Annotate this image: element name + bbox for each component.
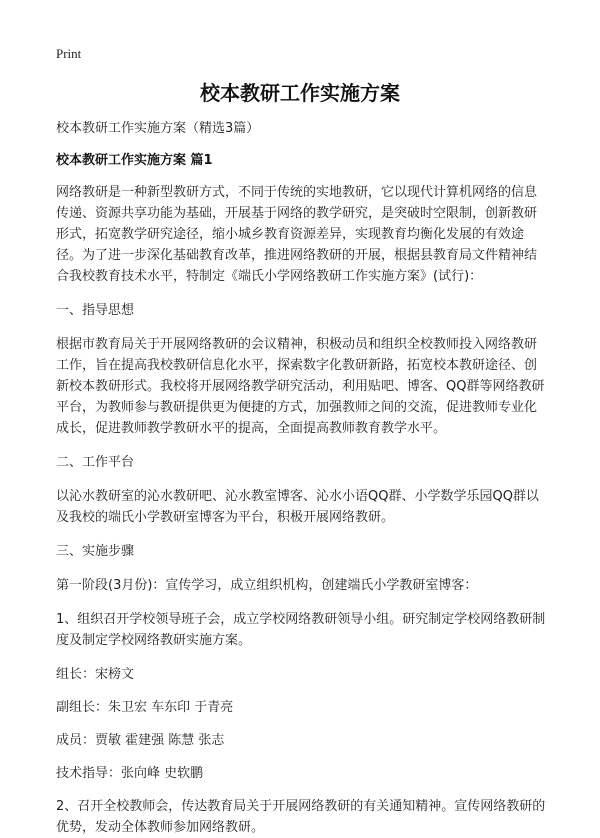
group-leader-line: 组长：宋榜文 — [56, 667, 135, 682]
work-platform-paragraph: 以沁水教研室的沁水教研吧、沁水教室博客、沁水小语QQ群、小学数学乐园QQ群以及我校的端氏小学教研室博客为平台，积极开展网络教研。 — [56, 489, 539, 525]
deputy-leader-line: 副组长：朱卫宏 车东印 于青亮 — [56, 700, 234, 715]
step-two-paragraph: 2、召开全校教师会，传达教育局关于开展网络教研的有关通知精神。宣传网络教研的优势，发动全体教师参加网络教研。 — [56, 799, 546, 835]
heading-work-platform: 二、工作平台 — [56, 455, 135, 470]
heading-implementation-steps: 三、实施步骤 — [56, 544, 135, 559]
section-heading: 校本教研工作实施方案 篇1 — [56, 153, 213, 168]
document-subtitle: 校本教研工作实施方案（精选3篇） — [56, 121, 260, 136]
print-link[interactable]: Print — [56, 46, 82, 61]
document-body — [56, 118, 548, 838]
intro-paragraph: 网络教研是一种新型教研方式，不同于传统的实地教研，它以现代计算机网络的信息传递、资源共享功能为基础，开展基于网络的教学研究，是突破时空限制，创新教研形式，拓宽教学研究途径，缩小城乡教育资源差异，实现教育均衡化发展的有效途径。为了进一步深化基础教育改革，推进网络教研的开展，根据县教育局文件精神结合我校教育技术水平，特制定《端氏小学网络教研工作实施方案》(试行)： — [56, 185, 538, 284]
members-line: 成员：贾敏 霍建强 陈慧 张志 — [56, 733, 225, 748]
phase-one-paragraph: 第一阶段(3月份)：宣传学习，成立组织机构，创建端氏小学教研室博客： — [56, 578, 478, 593]
technical-guidance-line: 技术指导：张向峰 史软鹏 — [56, 766, 204, 781]
guiding-ideology-paragraph: 根据市教育局关于开展网络教研的会议精神，积极动员和组织全校教师投入网络教研工作，旨在提高我校教研信息化水平，探索数字化教研新路，拓宽校本教研途径、创新校本教研形式。我校将开展网络教学研究活动，利用贴吧、博客、QQ群等网络教研平台，为教师参与教研提供更为便捷的方式，加强教师之间的交流，促进教师专业化成长，促进教师教学教研水平的提高，全面提高教师教育教学水平。 — [56, 337, 545, 436]
heading-guiding-ideology: 一、指导思想 — [56, 303, 135, 318]
step-one-paragraph: 1、组织召开学校领导班子会，成立学校网络教研领导小组。研究制定学校网络教研制度及制定学校网络教研实施方案。 — [56, 612, 546, 648]
document-title: 校本教研工作实施方案 — [200, 81, 400, 105]
